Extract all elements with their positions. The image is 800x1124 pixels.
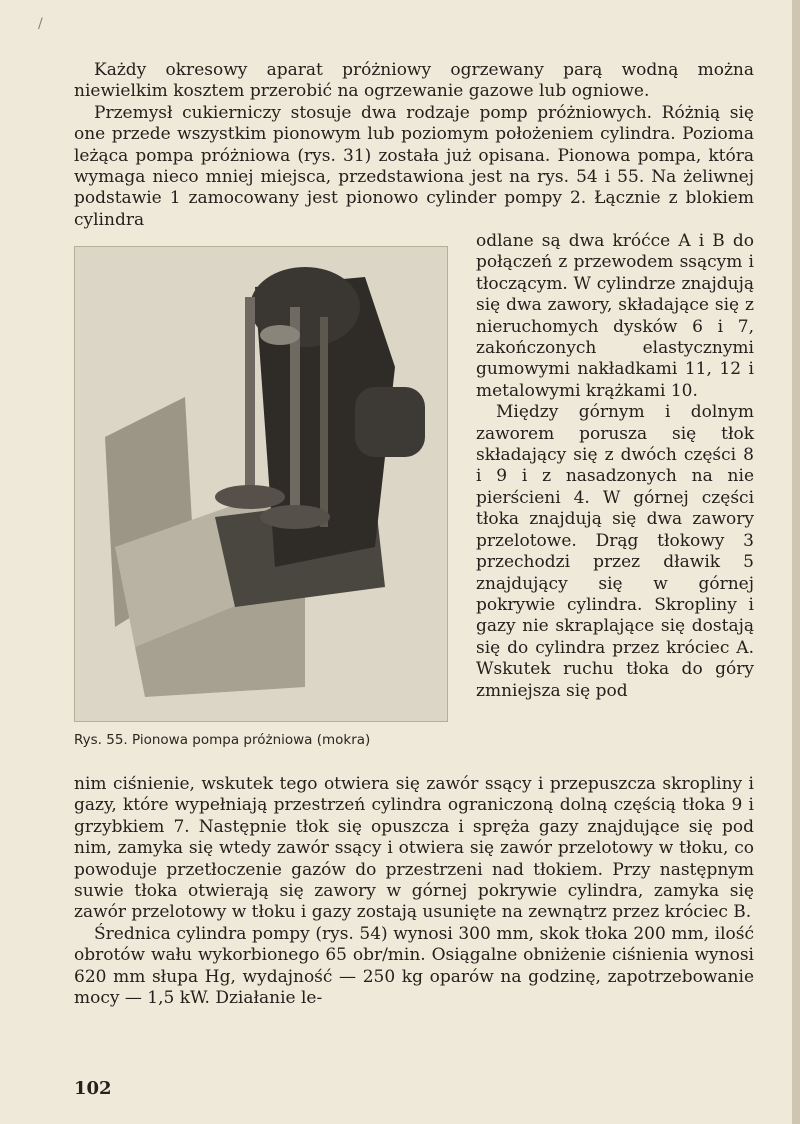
paragraph: Każdy okresowy aparat próżniowy ogrzewany parą wodną można niewielkim kosztem przerobić na ogrzewanie gazowe lub ogniowe. [74, 60, 754, 102]
vertical-vacuum-pump-illustration [75, 247, 447, 721]
body-text-bottom [74, 774, 754, 1009]
page-number: 102 [74, 1078, 112, 1099]
page-edge [792, 0, 800, 1124]
pump-photo [74, 246, 448, 722]
paragraph: nim ciśnienie, wskutek tego otwiera się zawór ssący i przepuszcza skropliny i gazy, które wypełniają przestrzeń cylindra ograniczoną dolną częścią tłoka 9 i grzybkiem 7. Następnie tłok się opuszcza i spręża gazy znajdujące się pod nim, zamyka się wtedy zawór ssący i otwiera się zawór przelotowy w tłoku, co powoduje przetłoczenie gazów do przestrzeni nad tłokiem. Przy następnym suwie tłoka otwierają się zawory w górnej pokrywie cylindra, zamyka się zawór przelotowy w tłoku i gazy zostają usunięte na zewnątrz przez króciec B. [74, 774, 754, 923]
paragraph: Średnica cylindra pompy (rys. 54) wynosi 300 mm, skok tłoka 200 mm, ilość obrotów wału wykorbionego 65 obr/min. Osiągalne obniżenie ciśnienia wynosi 620 mm słupa Hg, wydajność — 250 kg oparów na godzinę, zapotrzebowanie mocy — 1,5 kW. Działanie le- [74, 923, 754, 1009]
paragraph: Przemysł cukierniczy stosuje dwa rodzaje pomp próżniowych. Różnią się one przede wszystkim pionowym lub poziomym położeniem cylindra. Pozioma leżąca pompa próżniowa (rys. 31) została już opisana. Pionowa pompa, która wymaga nieco mniej miejsca, przedstawiona jest na rys. 54 i 55. Na żeliwnej podstawie 1 zamocowany jest pionowo cylinder pompy 2. Łącznie z blokiem cylindra [74, 102, 754, 230]
paragraph: odlane są dwa króćce A i B do połączeń z przewodem ssącym i tłoczącym. W cylindrze znajdują się dwa zawory, składające się z nieruchomych dysków 6 i 7, zakończonych elastycznymi gumowymi nakładkami 11, 12 i metalowymi krążkami 10. [476, 231, 754, 401]
body-text-side [476, 231, 754, 702]
paragraph: Między górnym i dolnym zaworem porusza się tłok składający się z dwóch części 8 i 9 i z nasadzonych na nie pierścieni 4. W górnej części tłoka znajdują się dwa zawory przelotowe. Drąg tłokowy 3 przechodzi przez dławik 5 znajdujący się w górnej pokrywie cylindra. Skropliny i gazy nie skraplające się dostają się do cylindra przez króciec A. Wskutek ruchu tłoka do góry zmniejsza się pod [476, 402, 754, 701]
figure-caption: Rys. 55. Pionowa pompa próżniowa (mokra) [74, 732, 371, 748]
body-text-top [74, 60, 754, 231]
corner-mark: / [38, 16, 43, 32]
